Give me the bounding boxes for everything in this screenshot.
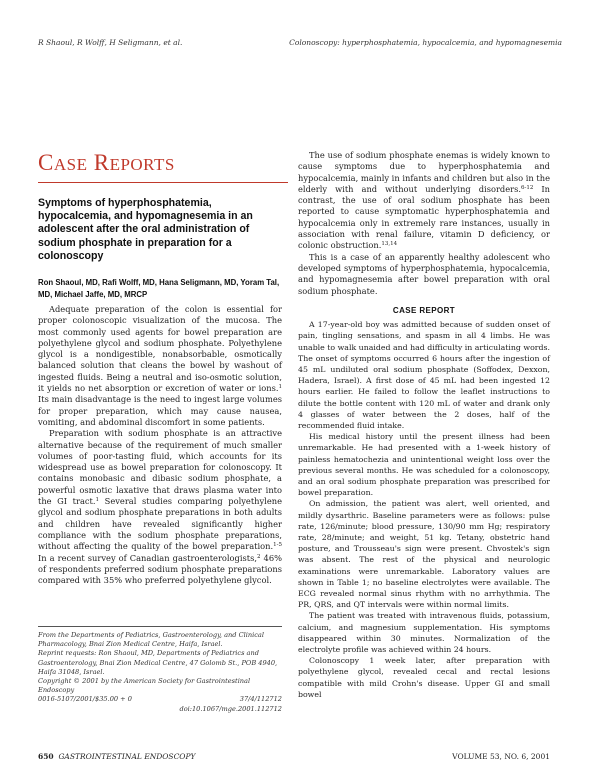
right-column: [298, 150, 550, 700]
page-footer: [38, 752, 550, 761]
ref: 1-5: [273, 542, 282, 549]
ref: 13,14: [381, 241, 398, 248]
volume-info: VOLUME 53, NO. 6, 2001: [452, 752, 550, 761]
ref: 2: [257, 553, 261, 560]
journal-name: GASTROINTESTINAL ENDOSCOPY: [58, 752, 196, 761]
paragraph-intro-4: This is a case of an apparently healthy adolescent who developed symptoms of hyperphosphatemia, hypocalcemia, and hypomagnesemia after bowel preparation with oral sodium phosphate.: [298, 251, 550, 296]
running-head-left: R Shaoul, R Wolff, H Seligmann, et al.: [38, 38, 183, 47]
ref: 1: [95, 497, 100, 504]
footnote-affiliation: From the Departments of Pediatrics, Gastroenterology, and Clinical Pharmacology, Bnai Zion Medical Centre, Haifa, Israel.: [38, 631, 264, 649]
paragraph-intro-3: [298, 150, 550, 252]
case-paragraph-5: Colonoscopy 1 week later, after preparation with polyethylene glycol, revealed cecal and rectal lesions compatible with mild Crohn's disease. Upper GI and small bowel: [298, 656, 550, 699]
footnote-rule: [38, 626, 282, 627]
article-authors: Ron Shaoul, MD, Rafi Wolff, MD, Hana Seligmann, MD, Yoram Tal, MD, Michael Jaffe, MD, MRCP: [38, 278, 280, 299]
text: In contrast, the use of oral sodium phosphate has been reported to cause symptomatic hyperphosphatemia and hypocalcemia only in extremely rare instances, usually in association with renal failure, vitamin D deficiency, or colonic obstruction.: [298, 183, 550, 251]
paragraph-intro-1: [38, 304, 282, 428]
section-title-rest-1: ASE: [53, 155, 88, 174]
footnote-copyright: Copyright © 2001 by the American Society for Gastrointestinal Endoscopy: [38, 677, 251, 695]
text: Its main disadvantage is the need to ingest large volumes for proper preparation, which may cause nausea, vomiting, and abdominal discomfort in some patients.: [38, 394, 282, 427]
text: In a recent survey of Canadian gastroenterologists,: [38, 552, 258, 563]
ref: 6-12: [521, 184, 534, 191]
section-title-rest-2: EPORTS: [109, 155, 175, 174]
text: Adequate preparation of the colon is essential for proper colonoscopic visualization of the mucosa. The most commonly used agents for bowel preparation are polyethylene glycol and sodium phosphate. Polyethylene glycol is a nondigestible, nonabsorbable, osmotically balanced solution that cleans the bowel by washout of ingested fluids. Being a neutral and iso-osmotic solution, it yields no net absorption or excretion of water or ions.: [38, 304, 282, 394]
case-paragraph-4: The patient was treated with intravenous fluids, potassium, calcium, and magnesium supplementation. His symptoms disappeared within 30 minutes. Normalization of the electrolyte profile was achieved within 24 hours.: [298, 611, 550, 655]
paragraph-intro-2: [38, 428, 282, 586]
section-title-initial-c: C: [38, 150, 54, 175]
footnote-price-code: 0016-5107/2001/$35.00 + 0: [38, 695, 132, 704]
footnote-article-code: 37/4/112712: [239, 695, 282, 704]
left-column: [38, 304, 282, 586]
ref: 1: [278, 384, 282, 391]
page-number: 650: [38, 752, 54, 761]
text: Preparation with sodium phosphate is an attractive alternative because of the requirement of much smaller volumes of poor-tasting fluid, which accounts for its widespread use as bowel preparation for colonoscopy. It contains monobasic and dibasic sodium phosphate, a powerful osmotic laxative that draws plasma water into the GI tract.: [38, 428, 282, 507]
footnote-reprint: Reprint requests: Ron Shaoul, MD, Departments of Pediatrics and Gastroenterology, Bnai Zion Medical Centre, 47 Golomb St., POB 4940, Haifa 31048, Israel.: [38, 649, 278, 676]
case-paragraph-3: On admission, the patient was alert, well oriented, and mildly dysarthric. Baseline parameters were as follows: pulse rate, 126/minute; blood pressure, 130/90 mm Hg; respiratory rate, 28/minute; and weight, 51 kg. Tetany, obstetric hand posture, and Trousseau's sign were present. Chvostek's sign was absent. The rest of the physical and neurologic examinations were unremarkable. Laboratory values are shown in Table 1; no baseline electrolytes were available. The ECG revealed normal sinus rhythm with no arrhythmia. The PR, QRS, and QT intervals were within normal limits.: [298, 499, 550, 610]
footnote-codes-row: [38, 695, 282, 704]
section-rule: [38, 182, 288, 183]
text: Several studies comparing polyethylene glycol and sodium phosphate preparations in both adults and children have revealed significantly higher compliance with the sodium phosphate preparations, without affecting the quality of the bowel preparation.: [38, 496, 283, 552]
article-title: Symptoms of hyperphosphatemia, hypocalcemia, and hypomagnesemia in an adolescent after the oral administration of sodium phosphate in preparation for a colonoscopy: [38, 197, 253, 262]
section-title: [38, 150, 175, 176]
footer-left: [38, 752, 195, 761]
footnotes: [38, 631, 282, 714]
text: The use of sodium phosphate enemas is widely known to cause symptoms due to hyperphosphatemia and hypocalcemia, mainly in infants and children but also in the elderly with and without underlying disorders.: [298, 150, 550, 194]
case-paragraph-1: A 17-year-old boy was admitted because of sudden onset of pain, tingling sensations, and spasm in all 4 limbs. He was unable to walk unaided and had difficulty in articulating words. The onset of symptoms occurred 6 hours after the ingestion of 45 mL undiluted oral sodium phosphate (Soffodex, Dexxon, Hadera, Israel). A first dose of 45 mL had been ingested 12 hours earlier. He failed to follow the leaflet instructions to dilute the bottle content with 120 mL of water and drank only 4 glasses of water between the 2 doses, half of the recommended fluid intake.: [298, 320, 550, 430]
running-head-right: Colonoscopy: hyperphosphatemia, hypocalcemia, and hypomagnesemia: [289, 38, 562, 47]
case-paragraph-2: His medical history until the present illness had been unremarkable. He had presented with a 1-week history of painless hematochezia and unintentional weight loss over the previous several months. He was scheduled for a colonoscopy, and an oral sodium phosphate preparation was prescribed for bowel preparation.: [298, 432, 550, 498]
footnote-doi: doi:10.1067/mge.2001.112712: [179, 704, 282, 713]
text: 46% of respondents preferred sodium phosphate preparations compared with 35% who preferred polyethylene glycol.: [38, 552, 282, 586]
section-title-initial-r: R: [93, 150, 110, 175]
case-report-heading: CASE REPORT: [392, 305, 456, 315]
